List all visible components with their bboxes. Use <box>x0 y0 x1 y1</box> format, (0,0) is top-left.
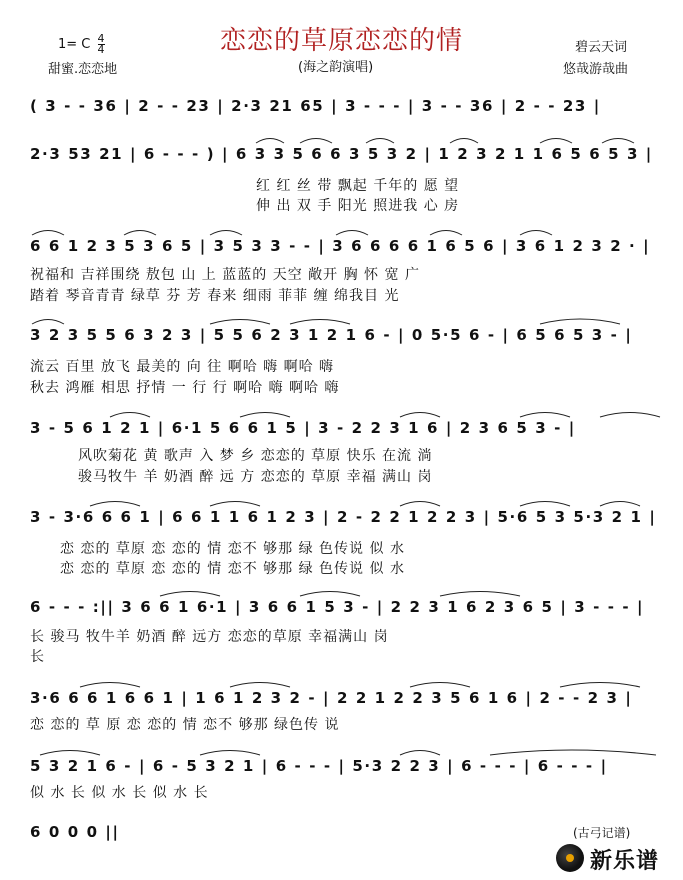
lyric-line-2a: 红 红 丝 带 飘起 千年的 愿 望 <box>256 178 460 194</box>
lyric-line-8a: 恋 恋的 草 原 恋 恋的 情 恋不 够那 绿色传 说 <box>30 717 340 733</box>
lyric-line-9a: 似 水 长 似 水 长 似 水 长 <box>30 785 209 801</box>
score-line-6: 3 - 3·6 6 6 1 | 6 6 1 1 6 1 2 3 | 2 - 2 2 1 2 2 3 | 5·6 5 3 5·3 2 1 | <box>30 508 657 526</box>
lyric-line-3b: 踏着 琴音青青 绿草 芬 芳 春来 细雨 菲菲 缠 绵我目 光 <box>30 288 400 304</box>
recorder-credit: (古弓记谱) <box>573 826 631 840</box>
time-top: 4 <box>97 32 105 45</box>
performer-credit: (海之韵演唱) <box>298 60 374 75</box>
score-line-8: 3·6 6 6 1 6 6 1 | 1 6 1 2 3 2 - | 2 2 1 2 2 3 5 6 1 6 | 2 - - 2 3 | <box>30 689 633 707</box>
score-line-1: ( 3 - - 36 | 2 - - 23 | 2·3 21 65 | 3 - - - | 3 - - 36 | 2 - - 23 | <box>30 97 601 115</box>
score-line-7: 6 - - - :|| 3 6 6 1 6·1 | 3 6 6 1 5 3 - | 2 2 3 1 6 2 3 6 5 | 3 - - - | <box>30 598 645 616</box>
lyric-line-7b: 长 <box>30 649 45 665</box>
lyric-line-2b: 伸 出 双 手 阳光 照进我 心 房 <box>256 198 460 214</box>
score-line-3: 6 6 1 2 3 5 3 6 5 | 3 5 3 3 - - | 3 6 6 6 6 1 6 5 6 | 3 6 1 2 3 2 · | <box>30 237 651 255</box>
score-line-9: 5 3 2 1 6 - | 6 - 5 3 2 1 | 6 - - - | 5·3 2 2 3 | 6 - - - | 6 - - - | <box>30 757 608 775</box>
song-title: 恋恋的草原恋恋的情 <box>219 26 463 56</box>
key-text: 1= C <box>58 37 91 52</box>
site-logo <box>556 842 676 876</box>
score-line-5: 3 - 5 6 1 2 1 | 6·1 5 6 6 1 5 | 3 - 2 2 3 1 6 | 2 3 6 5 3 - | <box>30 419 576 437</box>
score-line-10: 6 0 0 0 || <box>30 823 120 841</box>
record-disc-icon <box>556 844 584 872</box>
score-line-2: 2·3 53 21 | 6 - - - ) | 6 3 3 5 6 6 3 5 3 2 | 1 2 3 2 1 1 6 5 6 5 3 | <box>30 145 653 163</box>
lyric-line-4a: 流云 百里 放飞 最美的 向 往 啊哈 嗨 啊哈 嗨 <box>30 359 335 375</box>
lyric-line-5b: 骏马牧牛 羊 奶酒 醉 远 方 恋恋的 草原 幸福 满山 岗 <box>78 469 433 485</box>
lyric-line-3a: 祝福和 吉祥围绕 敖包 山 上 蓝蓝的 天空 敞开 胸 怀 宽 广 <box>30 267 420 283</box>
score-line-4: 3 2 3 5 5 6 3 2 3 | 5 5 6 2 3 1 2 1 6 - | 0 5·5 6 - | 6 5 6 5 3 - | <box>30 326 633 344</box>
lyric-line-6b: 恋 恋的 草原 恋 恋的 情 恋不 够那 绿 色传说 似 水 <box>60 561 405 577</box>
lyric-line-6a: 恋 恋的 草原 恋 恋的 情 恋不 够那 绿 色传说 似 水 <box>60 541 405 557</box>
lyric-line-7a: 长 骏马 牧牛羊 奶酒 醉 远方 恋恋的草原 幸福满山 岗 <box>30 629 389 645</box>
time-bottom: 4 <box>97 43 105 56</box>
lyric-line-4b: 秋去 鸿雁 相思 抒情 一 行 行 啊哈 嗨 啊哈 嗨 <box>30 380 340 396</box>
lyricist-credit: 碧云天词 <box>575 40 628 55</box>
logo-text: 新乐谱 <box>590 849 660 874</box>
lyric-line-5a: 风吹菊花 黄 歌声 入 梦 乡 恋恋的 草原 快乐 在流 淌 <box>78 448 433 464</box>
composer-credit: 悠哉游哉曲 <box>563 62 629 77</box>
singer-credit: 甜蜜.恋恋地 <box>48 62 118 77</box>
